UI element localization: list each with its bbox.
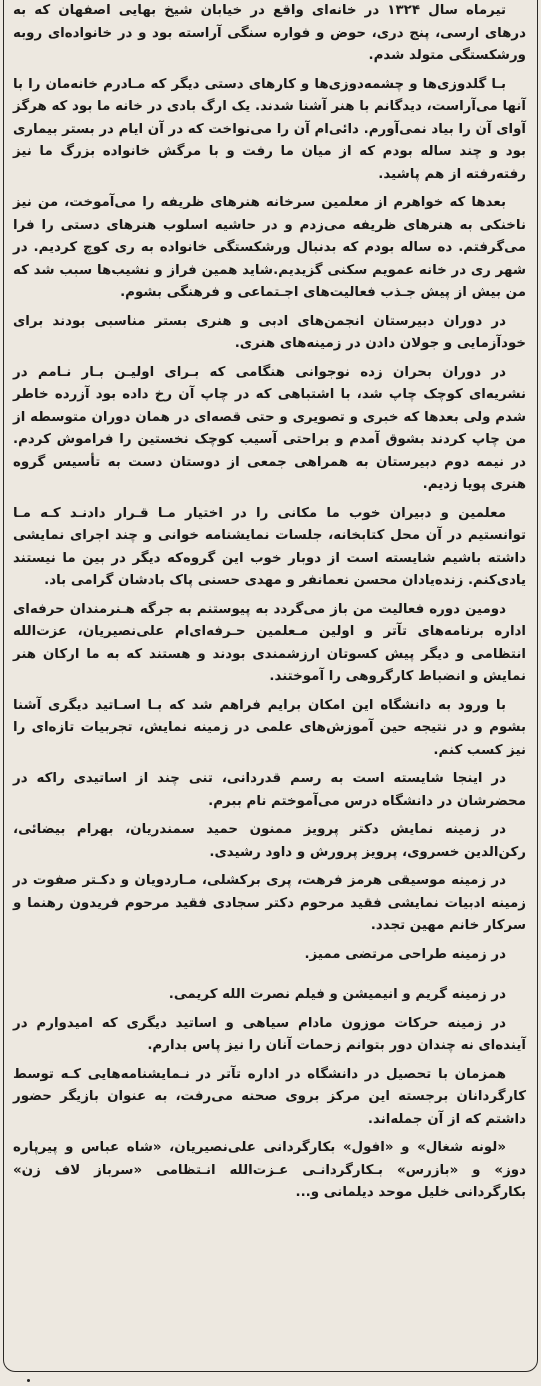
paragraph-design-teacher: در زمینه طراحی مرتضی ممیز.	[304, 946, 506, 962]
paragraph-university: با ورود به دانشگاه این امکان برایم فراهم شد که بـا اسـاتید دیگری آشنا بشوم و در نتیجه حین آموزش‌های علمی در زمینه نمایش، تجربیات تازه‌ای را نیز کسب کنم.	[13, 697, 526, 758]
paragraph-professional-theater: دومین دوره فعالیت من باز می‌گردد به پیوستنم به جرگه هـنرمندان حرفه‌ای اداره برنامه‌های تآتر و اولین مـعلمین حـرفه‌ای‌ام علی‌نصیریان، عزت‌الله انتظامی و دیگر پیش کسوتان ارزشمندی بودند و هستند که به ما ارکان هنر نمایش و انضباط کارگروهی را آموختند.	[13, 601, 526, 684]
paragraph-acting-career: همزمان با تحصیل در دانشگاه در اداره تآتر در نـمایشنامه‌هایی کـه توسط کارگردانان برجسته این مرکز بروی صحنه می‌رفت، به عنوان بازیگر حضور داشتم که از آن جمله‌اند.	[13, 1066, 526, 1127]
paragraph-acknowledgement: در اینجا شایسته است به رسم قدردانی، تنی چند از اساتیدی راکه در محضرشان در دانشگاه درس می‌آموختم نام ببرم.	[13, 771, 526, 809]
paragraph-makeup-animation: در زمینه گریم و انیمیشن و فیلم نصرت الله کریمی.	[168, 987, 506, 1002]
paragraph-drama-teachers: در زمینه نمایش دکتر پرویز ممنون حمید سمندریان، بهرام بیضائی، رکن‌الدین خسروی، پرویز پرورش و داود رشیدی.	[13, 822, 526, 860]
paragraph-first-publication: در دوران بحران زده نوجوانی هنگامی که بـرای اولیـن بـار نـامم در نشریه‌ای کوچک چاپ شد، با اشتباهی که در چاپ آن رخ داده بود آزرده خاطر شدم ولی بعدها که خبری و تصویری و حتی قصه‌ای در همان دوران متوسطه از من چاپ کردند بشوق آمدم و براحتی آسیب کوچک نخستین را فراموش کردم. در نیمه دوم دبیرستان به همراهی جمعی از دوستان دست به تأسیس گروه هنری پویا زدیم.	[13, 364, 526, 492]
paragraph-teachers-library: معلمین و دبیران خوب ما مکانی را در اختیار مـا قـرار دادنـد کـه مـا توانستیم در آن محل کتابخانه، جلسات نمایشنامه خوانی و چند اجرای نمایشی داشته باشیم شایسته است از دوبار خوب این گروه‌که دیگر در بین ما نیستند یادی‌کنم. زنده‌یادان محسن نعمانفر و مهدی حسنی پاک بادشان گرامی باد.	[13, 505, 526, 588]
paragraph-move-to-rey: بعدها که خواهرم از معلمین سرخانه هنرهای ظریفه را می‌آموخت، من نیز ناخنکی به هنرهای ظریفه می‌زدم و در حاشیه اسلوب هنرهای دستی را فرا می‌گرفتم. ده ساله بودم که بدنبال ورشکستگی خانواده به ری کوچ کردیم. در شهر ری در خانه عمویم سکنی گزیدیم.شاید همین فراز و نشیب‌ها سبب شد که من بیش از پیش جـذب فعالیت‌های اجـتماعی و فرهنگی بشوم.	[13, 195, 526, 300]
article-column	[13, 0, 526, 1211]
paragraph-high-school-societies: در دوران دبیرستان انجمن‌های ادبی و هنری بستر مناسبی بودند برای خودآزمایی و جولان دادن در زمینه‌های هنری.	[13, 313, 526, 351]
page-dot	[27, 1379, 30, 1382]
paragraph-plays-list: «لونه شغال» و «افول» بکارگردانی علی‌نصیریان، «شاه عباس و پیرپاره دوز» و «بازرس» بـکارگردانـی عـزت‌الله انـتظامی «سرباز لاف زن» بکارگردانی خلیل موحد دیلمانی و...	[13, 1140, 526, 1200]
paragraph-music-literature-teachers: در زمینه موسیقی هرمز فرهت، پری برکشلی، مـاردویان و دکـتر صفوت در زمینه ادبیات نمایشی فقید مرحوم دکتر سجادی فقید مرحوم فریدون رهنما و سرکار خانم مهین تجدد.	[13, 873, 526, 933]
paragraph-gap	[13, 972, 526, 984]
paragraph-birth: تیرماه سال ۱۳۲۴ در خانه‌ای واقع در خیابان شیخ بهایی اصفهان که به درهای ارسی، پنج دری، حوض و فواره سنگی آراسته بود و در خانواده‌ای روبه ورشکستگی متولد شدم.	[13, 3, 526, 63]
paragraph-dance-teachers: در زمینه حرکات موزون مادام سیاهی و اساتید دیگری که امیدوارم در آینده‌ای نه چندان دور بتوانم زحمات آنان را نیز پاس بدارم.	[13, 1015, 526, 1053]
paragraph-childhood-art: بـا گلدوزی‌ها و چشمه‌دوزی‌ها و کارهای دستی دیگر که مـادرم خانه‌مان را با آنها می‌آراست، دیدگانم با هنر آشنا شدند. یک ارگ بادی در خانه ما بود که هرگز آوای آن را بیاد نمی‌آورم. دائی‌ام آن را می‌نواخت که در آن ایام در بستر بیماری بود و چند ساله بودم که از میان ما رفت و با مرگش خانواده بزرگ ما نیز رفته‌رفته از هم پاشید.	[13, 76, 526, 182]
